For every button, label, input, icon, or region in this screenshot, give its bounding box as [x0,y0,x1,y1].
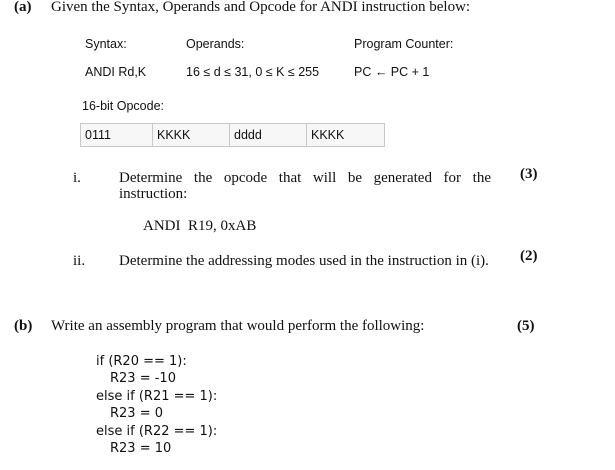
part-a-heading: Given the Syntax, Operands and Opcode for ANDI instruction below: [51,0,471,15]
part-b-marks: (5) [517,318,535,334]
syntax-header: Syntax: [85,37,127,51]
code-line: else if (R21 == 1): [96,389,218,404]
question-i-text-line2: instruction: [119,186,188,202]
part-a-label: (a) [14,0,32,15]
question-ii-number: ii. [73,253,86,269]
part-b-heading: Write an assembly program that would perform the following: [51,318,425,334]
program-counter-value: PC ← PC + 1 [354,65,430,79]
opcode-table [80,123,385,147]
code-line: R23 = 0 [110,406,164,421]
code-line: R23 = 10 [110,441,172,456]
question-ii-text: Determine the addressing modes used in the instruction in (i). [119,253,489,269]
opcode-label: 16-bit Opcode: [82,99,164,113]
question-i-marks: (3) [520,166,538,182]
opcode-cell: dddd [229,124,306,146]
question-i-number: i. [73,170,81,186]
opcode-cell: 0111 [85,128,111,142]
opcode-cell: KKKK [306,124,384,146]
code-line: if (R20 == 1): [96,354,187,369]
operands-header: Operands: [186,37,245,51]
code-line: R23 = -10 [110,371,176,386]
question-i-text-line1: Determine the opcode that will be generated for the [119,170,491,186]
question-ii-marks: (2) [520,248,538,264]
program-counter-header: Program Counter: [354,37,454,51]
part-b-label: (b) [14,318,33,334]
question-i-instruction: ANDI R19, 0xAB [143,218,257,234]
operands-value: 16 ≤ d ≤ 31, 0 ≤ K ≤ 255 [186,65,320,79]
code-line: else if (R22 == 1): [96,424,218,439]
syntax-value: ANDI Rd,K [85,65,147,79]
opcode-cell: KKKK [152,124,229,146]
